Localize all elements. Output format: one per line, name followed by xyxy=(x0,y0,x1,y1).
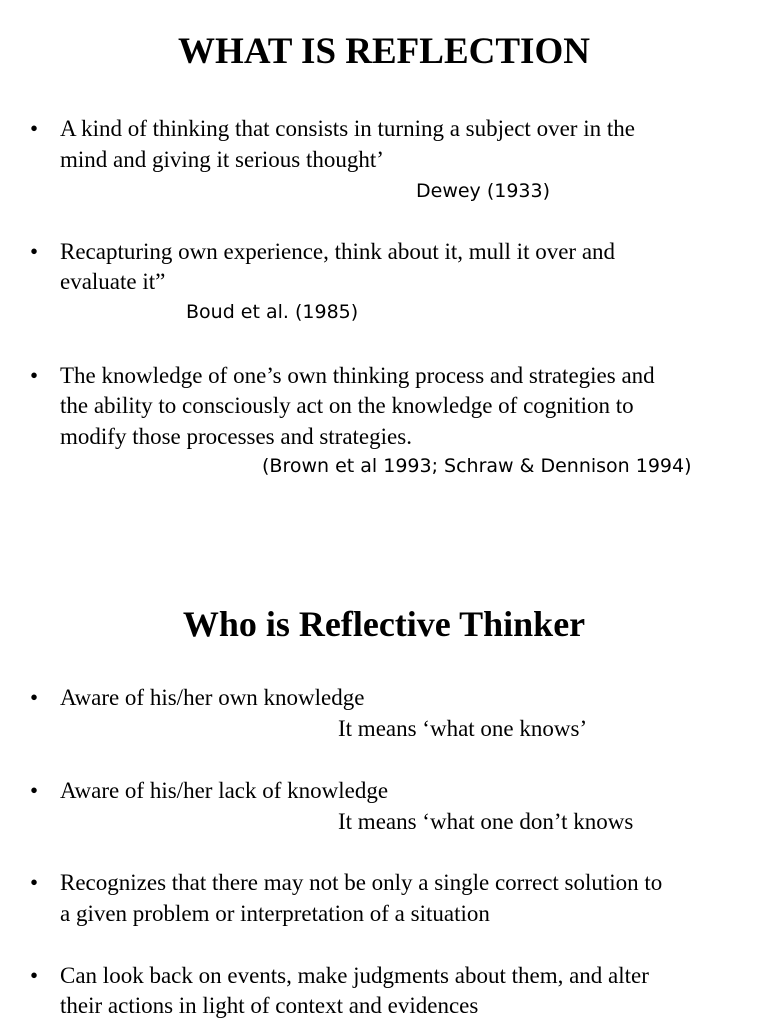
item-text-line: Aware of his/her lack of knowledge xyxy=(60,778,389,803)
item-text-line: the ability to consciously act on the knowledge of cognition to xyxy=(60,393,634,418)
section-title: Who is Reflective Thinker xyxy=(182,604,586,644)
bullet: • xyxy=(30,363,39,388)
item-text-line: Aware of his/her own knowledge xyxy=(60,685,365,710)
page-title: WHAT IS REFLECTION xyxy=(178,31,590,72)
citation: Dewey (1933) xyxy=(416,180,551,202)
item-text-line: The knowledge of one’s own thinking process and strategies and xyxy=(60,363,655,388)
bullet: • xyxy=(30,685,39,710)
item-text-line: Recognizes that there may not be only a single correct solution to xyxy=(60,870,663,895)
bullet: • xyxy=(30,870,39,895)
item-text-line: evaluate it” xyxy=(60,269,166,294)
item-subtext: It means ‘what one don’t knows xyxy=(338,809,634,834)
citation: (Brown et al 1993; Schraw & Dennison 1994) xyxy=(262,455,692,477)
citation: Boud et al. (1985) xyxy=(186,301,359,323)
bullet: • xyxy=(30,239,39,264)
item-text-line: mind and giving it serious thought’ xyxy=(60,147,384,172)
item-text-line: their actions in light of context and evidences xyxy=(60,993,479,1018)
bullet: • xyxy=(30,116,39,141)
bullet: • xyxy=(30,778,39,803)
item-text-line: modify those processes and strategies. xyxy=(60,424,412,449)
item-text-line: A kind of thinking that consists in turning a subject over in the xyxy=(60,116,635,141)
item-text-line: Recapturing own experience, think about it, mull it over and xyxy=(60,239,616,264)
item-text-line: a given problem or interpretation of a situation xyxy=(60,901,490,926)
item-text-line: Can look back on events, make judgments about them, and alter xyxy=(60,963,649,988)
item-subtext: It means ‘what one knows’ xyxy=(338,716,588,741)
bullet: • xyxy=(30,963,39,988)
